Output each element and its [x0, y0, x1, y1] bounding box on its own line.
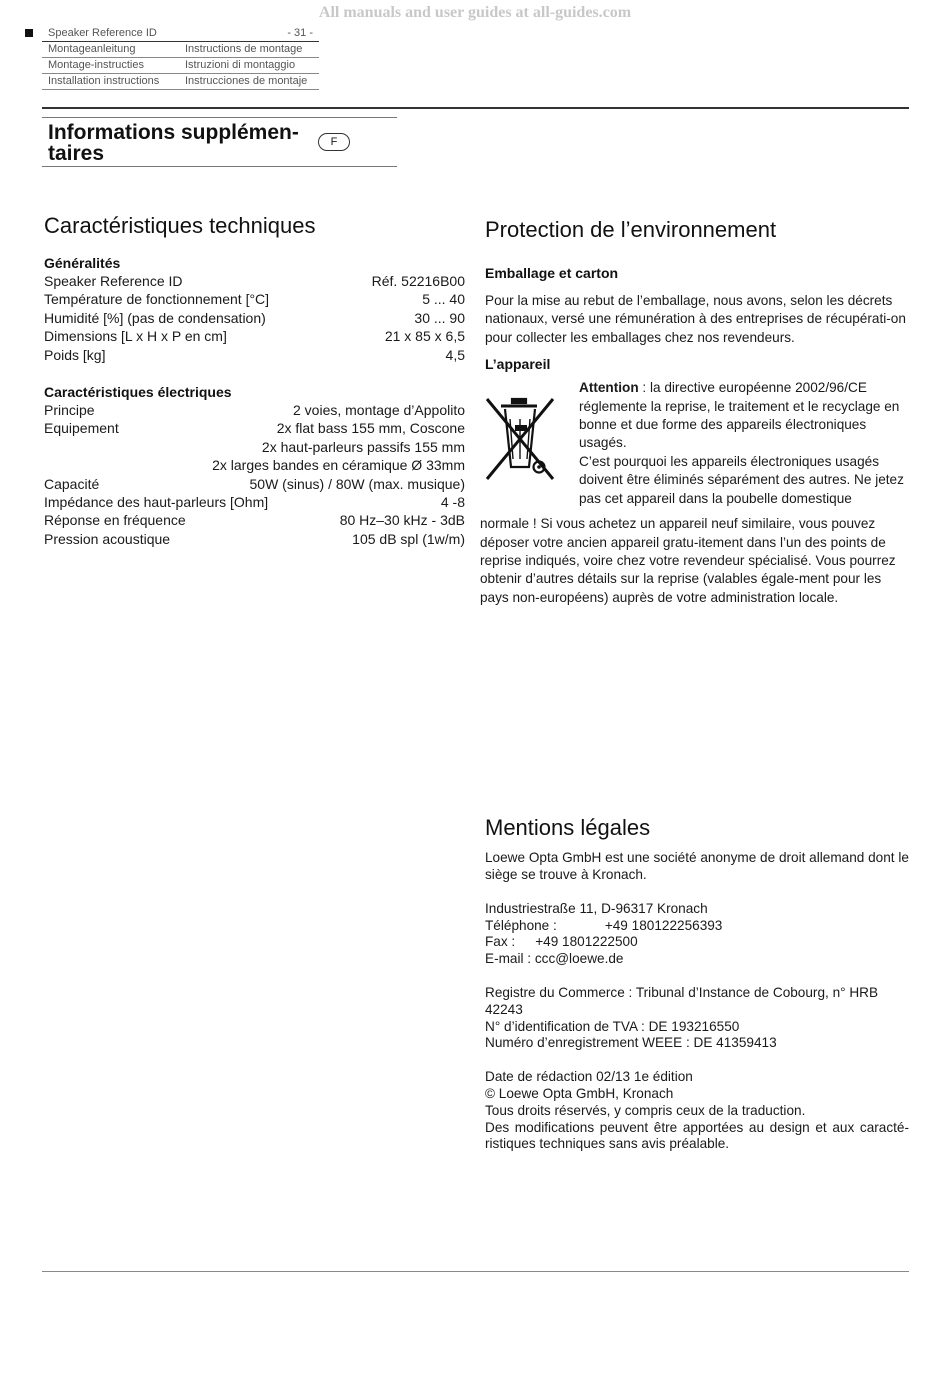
legal-changes: Des modifications peuvent être apportées au design et aux caracté-ristiques techniques sans avis préalable.: [485, 1119, 909, 1152]
legal-date: Date de rédaction 02/13 1e édition: [485, 1069, 693, 1085]
header-lang-nl: Montage-instructies: [48, 59, 144, 71]
spec-value: 30 ... 90: [414, 309, 465, 326]
spec-value: 2x haut-parleurs passifs 155 mm: [261, 438, 465, 455]
legal-register: Registre du Commerce : Tribunal d’Instance de Cobourg, n° HRB 42243: [485, 985, 879, 1017]
spec-row: [44, 346, 465, 364]
electric-heading: Caractéristiques électriques: [44, 384, 232, 401]
spec-label: Principe: [44, 402, 95, 419]
header-row: [42, 26, 319, 42]
header-lang-de: Montageanleitung: [48, 43, 136, 55]
section-title-box: [42, 117, 397, 167]
header-lang-it: Istruzioni di montaggio: [185, 59, 296, 71]
email-label: E-mail :: [485, 951, 532, 967]
spec-value: Réf. 52216B00: [371, 273, 465, 289]
legal-section: [485, 850, 909, 1153]
spec-label: Poids [kg]: [44, 346, 106, 363]
header-table: [42, 26, 319, 90]
legal-email-line: [485, 951, 909, 968]
device-text-1: C’est pourquoi les appareils électroniques usagés doivent être éliminés séparément des autres. Ne jetez pas cet appareil dans la poubelle domestique: [579, 453, 904, 506]
spec-label: Pression acoustique: [44, 530, 171, 547]
header-lang-en: Installation instructions: [48, 75, 160, 87]
spec-value: 2 voies, montage d’Appolito: [293, 402, 465, 419]
device-text-2-wrap: [480, 515, 909, 607]
general-heading: Généralités: [44, 255, 121, 271]
spec-value: 4,5: [445, 346, 465, 363]
language-badge: F: [318, 133, 350, 151]
spec-row: [44, 327, 465, 345]
spec-row: [44, 511, 465, 529]
section-title-line1: Informations supplémen-: [48, 121, 299, 144]
phone-number[interactable]: +49 180122256393: [604, 917, 723, 933]
header-product: Speaker Reference ID: [48, 27, 157, 39]
environment-heading: Protection de l’environnement: [485, 217, 777, 242]
legal-phone-line: [485, 918, 909, 935]
header-row: [42, 58, 319, 74]
general-specs: [44, 272, 465, 364]
packaging-heading: Emballage et carton: [485, 265, 619, 281]
spec-row: [44, 475, 465, 493]
spec-row: [44, 438, 465, 456]
spec-row: [44, 272, 465, 290]
spec-value: 4 -8: [440, 494, 465, 511]
fax-label: Fax :: [485, 934, 516, 950]
header-row: [42, 74, 319, 90]
spec-label: Température de fonctionnement [°C]: [44, 291, 270, 308]
specs-column: [44, 212, 465, 548]
legal-weee: Numéro d’enregistrement WEEE : DE 41359413: [485, 1035, 777, 1051]
legal-rights: Tous droits réservés, y compris ceux de la traduction.: [485, 1102, 806, 1118]
spec-row: [44, 401, 465, 419]
top-rule: [42, 107, 909, 109]
spec-label: Réponse en fréquence: [44, 512, 186, 529]
legal-heading: Mentions légales: [485, 815, 651, 841]
environment-column: [480, 216, 909, 1153]
phone-label: Téléphone :: [485, 917, 557, 933]
packaging-text: Pour la mise au rebut de l’emballage, nous avons, selon les décrets nationaux, versé une rémunération à des entreprises de récupérati-on pour collecter les emballages chez nos revendeurs.: [485, 293, 906, 345]
bottom-rule: [42, 1271, 909, 1272]
section-title: [48, 122, 318, 164]
device-heading: L’appareil: [485, 356, 551, 373]
spec-row: [44, 290, 465, 308]
spec-value: 50W (sinus) / 80W (max. musique): [249, 475, 465, 492]
legal-vat: N° d’identification de TVA : DE 193216550: [485, 1018, 740, 1034]
header-row: [42, 42, 319, 58]
spec-label: Equipement: [44, 420, 119, 437]
spec-value: 2x flat bass 155 mm, Coscone: [276, 420, 465, 437]
legal-address: Industriestraße 11, D-96317 Kronach: [485, 900, 708, 916]
spec-label: Speaker Reference ID: [44, 273, 183, 289]
electric-specs: [44, 401, 465, 548]
spec-label: Dimensions [L x H x P en cm]: [44, 328, 227, 345]
attention-paragraph: [579, 379, 909, 508]
spec-value: 21 x 85 x 6,5: [384, 328, 465, 345]
header-lang-es: Instrucciones de montaje: [185, 75, 308, 87]
spec-value: 5 ... 40: [422, 291, 465, 308]
fax-number: +49 1801222500: [535, 934, 638, 950]
attention-label: Attention: [579, 380, 639, 396]
email-link[interactable]: ccc@loewe.de: [534, 951, 624, 967]
spec-row: [44, 419, 465, 437]
header-lang-fr: Instructions de montage: [185, 43, 303, 55]
watermark: All manuals and user guides at all-guides.com: [318, 4, 632, 21]
crossed-bin-icon: [485, 395, 555, 481]
legal-intro: Loewe Opta GmbH est une société anonyme de droit allemand dont le siège se trouve à Kronach.: [485, 850, 909, 883]
specs-heading: Caractéristiques techniques: [44, 213, 316, 238]
spec-row: [44, 493, 465, 511]
section-title-line2: taires: [48, 142, 105, 165]
spec-label: Capacité: [44, 475, 100, 492]
spec-label: Impédance des haut-parleurs [Ohm]: [44, 494, 269, 511]
page-number: - 31 -: [287, 27, 313, 39]
spec-row: [44, 530, 465, 548]
legal-fax-line: [485, 934, 909, 951]
weee-block: [480, 379, 909, 669]
spec-label: Humidité [%] (pas de condensation): [44, 309, 266, 326]
device-text-2: normale ! Si vous achetez un appareil neuf similaire, vous pouvez déposer votre ancien appareil gratu-itement dans l’un des points de reprise indiqués, voire chez votre revendeur spécialisé. Vous pourrez obtenir d’autres détails sur la reprise (valables égale-ment pour les pays non-européens) auprès de votre administration locale.: [480, 516, 896, 605]
legal-copyright: © Loewe Opta GmbH, Kronach: [485, 1085, 674, 1101]
attention-text: : la directive européenne 2002/96/CE réglemente la reprise, le traitement et le recyclage en bonne et due forme des appareils électroniques usagés.: [579, 380, 900, 451]
header-bullet: [25, 29, 33, 37]
spec-value: 105 dB spl (1w/m): [352, 530, 465, 547]
spec-value: 80 Hz–30 kHz - 3dB: [339, 512, 465, 529]
spec-value: 2x larges bandes en céramique Ø 33mm: [212, 457, 465, 474]
spec-row: [44, 456, 465, 474]
spec-row: [44, 309, 465, 327]
